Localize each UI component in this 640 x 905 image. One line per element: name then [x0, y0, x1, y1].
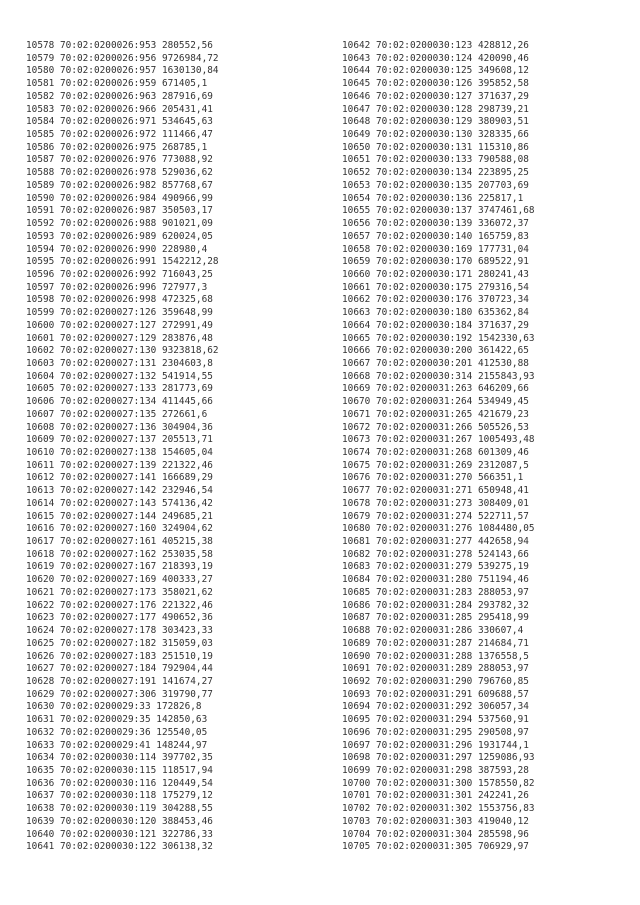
table-row: 10609 70:02:0200027:137 205513,71	[26, 434, 213, 446]
table-row: 10653 70:02:0200030:135 207703,69	[342, 179, 529, 191]
table-row: 10587 70:02:0200026:976 773088,92	[26, 154, 213, 166]
table-row: 10584 70:02:0200026:971 534645,63	[26, 116, 213, 128]
table-row: 10591 70:02:0200026:987 350503,17	[26, 205, 213, 217]
table-row: 10657 70:02:0200030:140 165759,83	[342, 230, 529, 242]
table-row: 10658 70:02:0200030:169 177731,04	[342, 243, 529, 255]
table-row: 10649 70:02:0200030:130 328335,66	[342, 129, 529, 141]
table-row: 10704 70:02:0200031:304 285598,96	[342, 828, 529, 840]
table-row: 10603 70:02:0200027:131 2304603,8	[26, 357, 213, 369]
table-row: 10583 70:02:0200026:966 205431,41	[26, 103, 213, 115]
table-row: 10644 70:02:0200030:125 349608,12	[342, 65, 529, 77]
table-row: 10615 70:02:0200027:144 249685,21	[26, 510, 213, 522]
table-row: 10656 70:02:0200030:139 336072,37	[342, 218, 529, 230]
table-row: 10641 70:02:0200030:122 306138,32	[26, 841, 213, 853]
table-row: 10662 70:02:0200030:176 370723,34	[342, 294, 529, 306]
table-row: 10676 70:02:0200031:270 566351,1	[342, 472, 524, 484]
table-row: 10698 70:02:0200031:297 1259086,93	[342, 752, 535, 764]
table-row: 10701 70:02:0200031:301 242241,26	[342, 790, 529, 802]
table-row: 10630 70:02:0200029:33 172826,8	[26, 701, 202, 713]
table-row: 10651 70:02:0200030:133 790588,08	[342, 154, 529, 166]
table-row: 10692 70:02:0200031:290 796760,85	[342, 675, 529, 687]
table-row: 10639 70:02:0200030:120 388453,46	[26, 815, 213, 827]
table-row: 10627 70:02:0200027:184 792904,44	[26, 663, 213, 675]
table-row: 10678 70:02:0200031:273 308409,01	[342, 497, 529, 509]
table-row: 10610 70:02:0200027:138 154605,04	[26, 447, 213, 458]
table-row: 10679 70:02:0200031:274 522711,57	[342, 510, 529, 522]
table-row: 10655 70:02:0200030:137 3747461,68	[342, 205, 535, 217]
table-row: 10621 70:02:0200027:173 358021,62	[26, 586, 213, 598]
table-row: 10605 70:02:0200027:133 281773,69	[26, 383, 213, 395]
table-row: 10643 70:02:0200030:124 420090,46	[342, 52, 529, 64]
table-row: 10600 70:02:0200027:127 272991,49	[26, 319, 213, 331]
left-column	[26, 40, 316, 854]
table-row: 10631 70:02:0200029:35 142850,63	[26, 714, 208, 726]
table-row: 10702 70:02:0200031:302 1553756,83	[342, 803, 535, 815]
table-row: 10625 70:02:0200027:182 315059,03	[26, 637, 213, 649]
table-row: 10696 70:02:0200031:295 290508,97	[342, 726, 529, 738]
table-row: 10690 70:02:0200031:288 1376558,5	[342, 650, 529, 662]
table-row: 10604 70:02:0200027:132 541914,55	[26, 370, 213, 382]
table-row: 10705 70:02:0200031:305 706929,97	[342, 841, 529, 853]
table-row: 10624 70:02:0200027:178 303423,33	[26, 625, 213, 637]
table-row: 10675 70:02:0200031:269 2312087,5	[342, 459, 529, 471]
table-row: 10669 70:02:0200031:263 646209,66	[342, 383, 529, 395]
table-row: 10697 70:02:0200031:296 1931744,1	[342, 739, 529, 751]
table-row: 10589 70:02:0200026:982 857768,67	[26, 179, 213, 191]
table-row: 10586 70:02:0200026:975 268785,1	[26, 141, 208, 153]
table-row: 10687 70:02:0200031:285 295418,99	[342, 612, 529, 624]
table-row: 10580 70:02:0200026:957 1630130,84	[26, 65, 219, 77]
table-row: 10597 70:02:0200026:996 727977,3	[26, 281, 208, 293]
table-row: 10588 70:02:0200026:978 529036,62	[26, 167, 213, 179]
table-row: 10663 70:02:0200030:180 635362,84	[342, 307, 529, 319]
table-row: 10579 70:02:0200026:956 9726984,72	[26, 52, 219, 64]
table-row: 10620 70:02:0200027:169 400333,27	[26, 574, 213, 586]
table-row: 10619 70:02:0200027:167 218393,19	[26, 561, 213, 573]
table-row: 10664 70:02:0200030:184 371637,29	[342, 319, 529, 331]
table-row: 10642 70:02:0200030:123 428812,26	[342, 40, 529, 51]
table-row: 10646 70:02:0200030:127 371637,29	[342, 90, 529, 102]
table-row: 10638 70:02:0200030:119 304288,55	[26, 803, 213, 815]
table-row: 10585 70:02:0200026:972 111466,47	[26, 129, 213, 141]
table-row: 10674 70:02:0200031:268 601309,46	[342, 447, 529, 458]
table-row: 10599 70:02:0200027:126 359648,99	[26, 307, 213, 319]
table-row: 10578 70:02:0200026:953 280552,56	[26, 40, 213, 51]
table-row: 10632 70:02:0200029:36 125540,05	[26, 726, 208, 738]
table-row: 10613 70:02:0200027:142 232946,54	[26, 485, 213, 497]
table-row: 10691 70:02:0200031:289 288053,97	[342, 663, 529, 675]
table-row: 10681 70:02:0200031:277 442658,94	[342, 536, 529, 548]
table-row: 10673 70:02:0200031:267 1005493,48	[342, 434, 535, 446]
table-row: 10594 70:02:0200026:990 228980,4	[26, 243, 208, 255]
table-row: 10652 70:02:0200030:134 223895,25	[342, 167, 529, 179]
table-row: 10634 70:02:0200030:114 397702,35	[26, 752, 213, 764]
table-row: 10645 70:02:0200030:126 395852,58	[342, 78, 529, 90]
table-row: 10659 70:02:0200030:170 689522,91	[342, 256, 529, 268]
table-row: 10608 70:02:0200027:136 304904,36	[26, 421, 213, 433]
table-row: 10602 70:02:0200027:130 9323818,62	[26, 345, 219, 357]
table-row: 10633 70:02:0200029:41 148244,97	[26, 739, 208, 751]
table-row: 10640 70:02:0200030:121 322786,33	[26, 828, 213, 840]
table-row: 10699 70:02:0200031:298 387593,28	[342, 764, 529, 776]
table-row: 10611 70:02:0200027:139 221322,46	[26, 459, 213, 471]
table-row: 10670 70:02:0200031:264 534949,45	[342, 396, 529, 408]
table-row: 10598 70:02:0200026:998 472325,68	[26, 294, 213, 306]
table-row: 10667 70:02:0200030:201 412530,88	[342, 357, 529, 369]
table-row: 10672 70:02:0200031:266 505526,53	[342, 421, 529, 433]
table-row: 10700 70:02:0200031:300 1578550,82	[342, 777, 535, 789]
table-row: 10616 70:02:0200027:160 324904,62	[26, 523, 213, 535]
table-row: 10686 70:02:0200031:284 293782,32	[342, 599, 529, 611]
table-row: 10688 70:02:0200031:286 330607,4	[342, 625, 524, 637]
table-row: 10606 70:02:0200027:134 411445,66	[26, 396, 213, 408]
table-row: 10628 70:02:0200027:191 141674,27	[26, 675, 213, 687]
table-row: 10666 70:02:0200030:200 361422,65	[342, 345, 529, 357]
table-row: 10593 70:02:0200026:989 620024,05	[26, 230, 213, 242]
table-row: 10590 70:02:0200026:984 490966,99	[26, 192, 213, 204]
table-row: 10622 70:02:0200027:176 221322,46	[26, 599, 213, 611]
table-row: 10671 70:02:0200031:265 421679,23	[342, 408, 529, 420]
table-row: 10596 70:02:0200026:992 716043,25	[26, 268, 213, 280]
table-row: 10695 70:02:0200031:294 537560,91	[342, 714, 529, 726]
table-row: 10661 70:02:0200030:175 279316,54	[342, 281, 529, 293]
table-row: 10581 70:02:0200026:959 671405,1	[26, 78, 208, 90]
table-row: 10683 70:02:0200031:279 539275,19	[342, 561, 529, 573]
table-row: 10623 70:02:0200027:177 490652,36	[26, 612, 213, 624]
table-row: 10685 70:02:0200031:283 288053,97	[342, 586, 529, 598]
right-column	[342, 40, 632, 854]
table-row: 10614 70:02:0200027:143 574136,42	[26, 497, 213, 509]
table-row: 10703 70:02:0200031:303 419040,12	[342, 815, 529, 827]
table-row: 10617 70:02:0200027:161 405215,38	[26, 536, 213, 548]
table-row: 10601 70:02:0200027:129 283876,48	[26, 332, 213, 344]
table-row: 10636 70:02:0200030:116 120449,54	[26, 777, 213, 789]
table-row: 10595 70:02:0200026:991 1542212,28	[26, 256, 219, 268]
table-row: 10660 70:02:0200030:171 280241,43	[342, 268, 529, 280]
table-row: 10629 70:02:0200027:306 319790,77	[26, 688, 213, 700]
table-row: 10689 70:02:0200031:287 214684,71	[342, 637, 529, 649]
table-row: 10626 70:02:0200027:183 251510,19	[26, 650, 213, 662]
table-row: 10693 70:02:0200031:291 609688,57	[342, 688, 529, 700]
table-row: 10637 70:02:0200030:118 175279,12	[26, 790, 213, 802]
table-row: 10592 70:02:0200026:988 901021,09	[26, 218, 213, 230]
table-row: 10654 70:02:0200030:136 225817,1	[342, 192, 524, 204]
table-row: 10648 70:02:0200030:129 380903,51	[342, 116, 529, 128]
table-row: 10618 70:02:0200027:162 253035,58	[26, 548, 213, 560]
table-row: 10582 70:02:0200026:963 287916,69	[26, 90, 213, 102]
table-row: 10682 70:02:0200031:278 524143,66	[342, 548, 529, 560]
table-row: 10668 70:02:0200030:314 2155843,93	[342, 370, 535, 382]
table-row: 10694 70:02:0200031:292 306057,34	[342, 701, 529, 713]
table-row: 10612 70:02:0200027:141 166689,29	[26, 472, 213, 484]
table-row: 10607 70:02:0200027:135 272661,6	[26, 408, 208, 420]
table-row: 10684 70:02:0200031:280 751194,46	[342, 574, 529, 586]
table-row: 10677 70:02:0200031:271 650948,41	[342, 485, 529, 497]
table-row: 10680 70:02:0200031:276 1084480,05	[342, 523, 535, 535]
table-row: 10650 70:02:0200030:131 115310,86	[342, 141, 529, 153]
table-row: 10665 70:02:0200030:192 1542330,63	[342, 332, 535, 344]
table-row: 10647 70:02:0200030:128 298739,21	[342, 103, 529, 115]
table-row: 10635 70:02:0200030:115 118517,94	[26, 764, 213, 776]
